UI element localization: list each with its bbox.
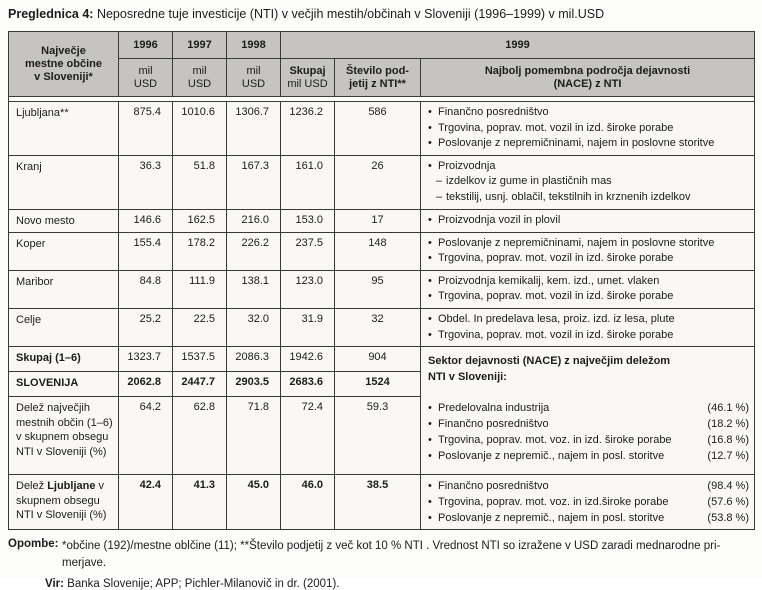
bullet-marker: • xyxy=(428,274,432,287)
table-title-text: Neposredne tuje investicije (NTI) v večjih mestih/občinah v Sloveniji (1996–1999) v mil.USD xyxy=(96,7,605,21)
activity-subitem: – tekstilij, usnj. oblačil, tekstilnih in krznenih izdelkov xyxy=(428,190,749,206)
bullet-marker: • xyxy=(428,434,432,447)
table-row-ljubljana xyxy=(9,102,755,156)
municipality-cell: Maribor xyxy=(9,270,119,308)
activity-item: • Finančno posredništvo (98.4 %) xyxy=(428,480,749,493)
municipality-cell: Ljubljana** xyxy=(9,102,119,156)
value-cell-1996: 2062.8 xyxy=(119,372,173,397)
value-cell-1997: 2447.7 xyxy=(173,372,227,397)
value-cell-1997: 1537.5 xyxy=(173,347,227,372)
activity-percent: (53.8 %) xyxy=(707,512,749,525)
value-cell-1998: 71.8 xyxy=(227,397,281,475)
value-cell-1997: 162.5 xyxy=(173,209,227,232)
table-header xyxy=(9,32,755,97)
activity-item: • Trgovina, poprav. mot. vozil in izd. široke porabe xyxy=(428,251,749,267)
subheader-mil-usd-1997: mil USD xyxy=(173,59,227,97)
municipality-cell: Novo mesto xyxy=(9,209,119,232)
municipality-cell: Delež Ljubljane v skupnem obsegu NTI v Sloveniji (%) xyxy=(9,475,119,530)
value-cell-1996: 146.6 xyxy=(119,209,173,232)
table-title xyxy=(8,6,754,22)
sector-item-percent: (18.2 %) xyxy=(707,418,749,431)
bullet-marker: • xyxy=(428,213,432,226)
bullet-marker: • xyxy=(428,290,432,303)
value-cell-stevilo: 586 xyxy=(335,102,421,156)
municipality-cell: Kranj xyxy=(9,155,119,209)
note-opombe xyxy=(8,538,754,571)
activity-subitem: – izdelkov iz gume in plastičnih mas xyxy=(428,174,749,190)
value-cell-1998: 1306.7 xyxy=(227,102,281,156)
table-title-label: Preglednica 4: xyxy=(8,7,94,21)
value-cell-1998: 138.1 xyxy=(227,270,281,308)
sector-heading: Sektor dejavnosti (NACE) z največjim deležom NTI v Sloveniji: xyxy=(428,355,671,384)
value-cell-1996: 155.4 xyxy=(119,232,173,270)
activity-item: • Proizvodnja kemikalij, kem. izd., umet. vlaken xyxy=(428,274,749,290)
value-cell-1997: 22.5 xyxy=(173,308,227,346)
activity-item: • Trgovina, poprav. mot. vozil in izd. široke porabe xyxy=(428,121,749,137)
value-cell-1997: 178.2 xyxy=(173,232,227,270)
bullet-marker: • xyxy=(428,328,432,341)
column-header-1996: 1996 xyxy=(119,32,173,59)
bullet-marker: • xyxy=(428,252,432,265)
column-header-1998: 1998 xyxy=(227,32,281,59)
activity-item: • Trgovina, poprav. mot. vozil in izd. široke porabe xyxy=(428,289,749,305)
bullet-marker: • xyxy=(428,496,432,509)
activities-cell xyxy=(421,308,755,346)
activity-item: • Proizvodnja xyxy=(428,159,749,175)
value-cell-stevilo: 148 xyxy=(335,232,421,270)
opombe-label: Opombe: xyxy=(8,538,59,551)
value-cell-skupaj: 161.0 xyxy=(281,155,335,209)
value-cell-1996: 1323.7 xyxy=(119,347,173,372)
bullet-marker: • xyxy=(428,512,432,525)
activity-item: • Trgovina, poprav. mot. vozil in izd. široke porabe xyxy=(428,328,749,344)
bullet-marker: • xyxy=(428,418,432,431)
column-header-1997: 1997 xyxy=(173,32,227,59)
subheader-mil-usd-1998: mil USD xyxy=(227,59,281,97)
source-text: Banka Slovenije; APP; Pichler-Milanovič in dr. (2001). xyxy=(67,578,340,590)
value-cell-skupaj: 1236.2 xyxy=(281,102,335,156)
value-cell-stevilo: 32 xyxy=(335,308,421,346)
sector-item: • Predelovalna industrija (46.1 %) xyxy=(428,402,749,415)
value-cell-skupaj: 237.5 xyxy=(281,232,335,270)
sector-item: • Poslovanje z nepremič., najem in posl. storitve (12.7 %) xyxy=(428,450,749,463)
value-cell-stevilo: 1524 xyxy=(335,372,421,397)
column-header-municipalities: Največje mestne občine v Sloveniji* xyxy=(9,32,119,97)
table-row-koper xyxy=(9,232,755,270)
value-cell-1997: 62.8 xyxy=(173,397,227,475)
value-cell-1998: 2903.5 xyxy=(227,372,281,397)
activity-item: • Proizvodnja vozil in plovil xyxy=(428,213,749,229)
sector-summary-cell xyxy=(421,347,755,475)
column-header-1999: 1999 xyxy=(281,32,755,59)
value-cell-1996: 25.2 xyxy=(119,308,173,346)
value-cell-skupaj: 123.0 xyxy=(281,270,335,308)
table-row-kranj xyxy=(9,155,755,209)
column-header-activities: Najbolj pomembna področja dejavnosti (NACE) z NTI xyxy=(421,59,755,97)
value-cell-1998: 2086.3 xyxy=(227,347,281,372)
municipality-cell: Koper xyxy=(9,232,119,270)
bullet-marker: • xyxy=(428,106,432,118)
municipality-cell: Skupaj (1–6) xyxy=(9,347,119,372)
value-cell-1998: 45.0 xyxy=(227,475,281,530)
activity-percent: (57.6 %) xyxy=(707,496,749,509)
value-cell-stevilo: 17 xyxy=(335,209,421,232)
value-cell-skupaj: 31.9 xyxy=(281,308,335,346)
dash-marker: – xyxy=(436,175,443,188)
sector-item: • Finančno posredništvo (18.2 %) xyxy=(428,418,749,431)
value-cell-skupaj: 2683.6 xyxy=(281,372,335,397)
sector-item-percent: (16.8 %) xyxy=(707,434,749,447)
value-cell-1997: 111.9 xyxy=(173,270,227,308)
opombe-text: *občine (192)/mestne oblčine (11); **Število podjetij z več kot 10 % NTI . Vrednost NTI so izražene v USD zaradi mednarodne pri- merjave. xyxy=(62,540,721,569)
activities-cell xyxy=(421,209,755,232)
sector-item: • Trgovina, poprav. mot. voz. in izd. široke porabe (16.8 %) xyxy=(428,434,749,447)
table-row-celje xyxy=(9,308,755,346)
activities-cell xyxy=(421,102,755,156)
bullet-marker: • xyxy=(428,159,432,172)
sector-item-percent: (46.1 %) xyxy=(707,402,749,415)
value-cell-1997: 51.8 xyxy=(173,155,227,209)
value-cell-1996: 64.2 xyxy=(119,397,173,475)
bullet-marker: • xyxy=(428,402,432,415)
activity-item: • Trgovina, poprav. mot. voz. in izd.široke porabe (57.6 %) xyxy=(428,496,749,509)
bullet-marker: • xyxy=(428,312,432,325)
value-cell-1996: 42.4 xyxy=(119,475,173,530)
bullet-marker: • xyxy=(428,480,432,493)
bullet-marker: • xyxy=(428,236,432,249)
value-cell-1998: 167.3 xyxy=(227,155,281,209)
subheader-mil-usd-1996: mil USD xyxy=(119,59,173,97)
value-cell-stevilo: 26 xyxy=(335,155,421,209)
municipality-cell: Celje xyxy=(9,308,119,346)
column-header-skupaj: Skupaj mil USD xyxy=(281,59,335,97)
footnotes xyxy=(8,538,754,590)
activity-item: • Obdel. In predelava lesa, proiz. izd. iz lesa, plute xyxy=(428,312,749,328)
value-cell-stevilo: 95 xyxy=(335,270,421,308)
bullet-marker: • xyxy=(428,137,432,150)
sector-item-percent: (12.7 %) xyxy=(707,450,749,463)
activities-cell xyxy=(421,270,755,308)
value-cell-1997: 1010.6 xyxy=(173,102,227,156)
value-cell-stevilo: 904 xyxy=(335,347,421,372)
value-cell-skupaj: 72.4 xyxy=(281,397,335,475)
value-cell-skupaj: 46.0 xyxy=(281,475,335,530)
value-cell-1998: 216.0 xyxy=(227,209,281,232)
activity-item: • Finančno posredništvo xyxy=(428,105,749,121)
nti-table xyxy=(8,31,755,530)
source-line xyxy=(45,578,754,590)
activity-item: • Poslovanje z nepremičninami, najem in poslovne storitve xyxy=(428,136,749,152)
table-row-delez-ljubljane xyxy=(9,475,755,530)
value-cell-1997: 41.3 xyxy=(173,475,227,530)
activities-cell xyxy=(421,232,755,270)
activity-item: • Poslovanje z nepremič., najem in posl. storitve (53.8 %) xyxy=(428,512,749,525)
table-row-maribor xyxy=(9,270,755,308)
table-row-novo-mesto xyxy=(9,209,755,232)
municipality-cell: SLOVENIJA xyxy=(9,372,119,397)
activity-percent: (98.4 %) xyxy=(707,480,749,493)
value-cell-1996: 875.4 xyxy=(119,102,173,156)
value-cell-stevilo: 38.5 xyxy=(335,475,421,530)
bullet-marker: • xyxy=(428,121,432,134)
table-row-skupaj xyxy=(9,347,755,372)
activities-cell xyxy=(421,475,755,530)
value-cell-1998: 226.2 xyxy=(227,232,281,270)
source-label: Vir: xyxy=(45,578,64,590)
value-cell-skupaj: 1942.6 xyxy=(281,347,335,372)
value-cell-stevilo: 59.3 xyxy=(335,397,421,475)
activity-item: • Poslovanje z nepremičninami, najem in poslovne storitve xyxy=(428,236,749,252)
municipality-cell: Delež največjih mestnih občin (1–6) v skupnem obsegu NTI v Sloveniji (%) xyxy=(9,397,119,475)
value-cell-1996: 36.3 xyxy=(119,155,173,209)
dash-marker: – xyxy=(436,190,443,203)
value-cell-skupaj: 153.0 xyxy=(281,209,335,232)
value-cell-1998: 32.0 xyxy=(227,308,281,346)
bullet-marker: • xyxy=(428,450,432,463)
activities-cell xyxy=(421,155,755,209)
value-cell-1996: 84.8 xyxy=(119,270,173,308)
column-header-stevilo-podjetij: Število pod- jetij z NTI** xyxy=(335,59,421,97)
